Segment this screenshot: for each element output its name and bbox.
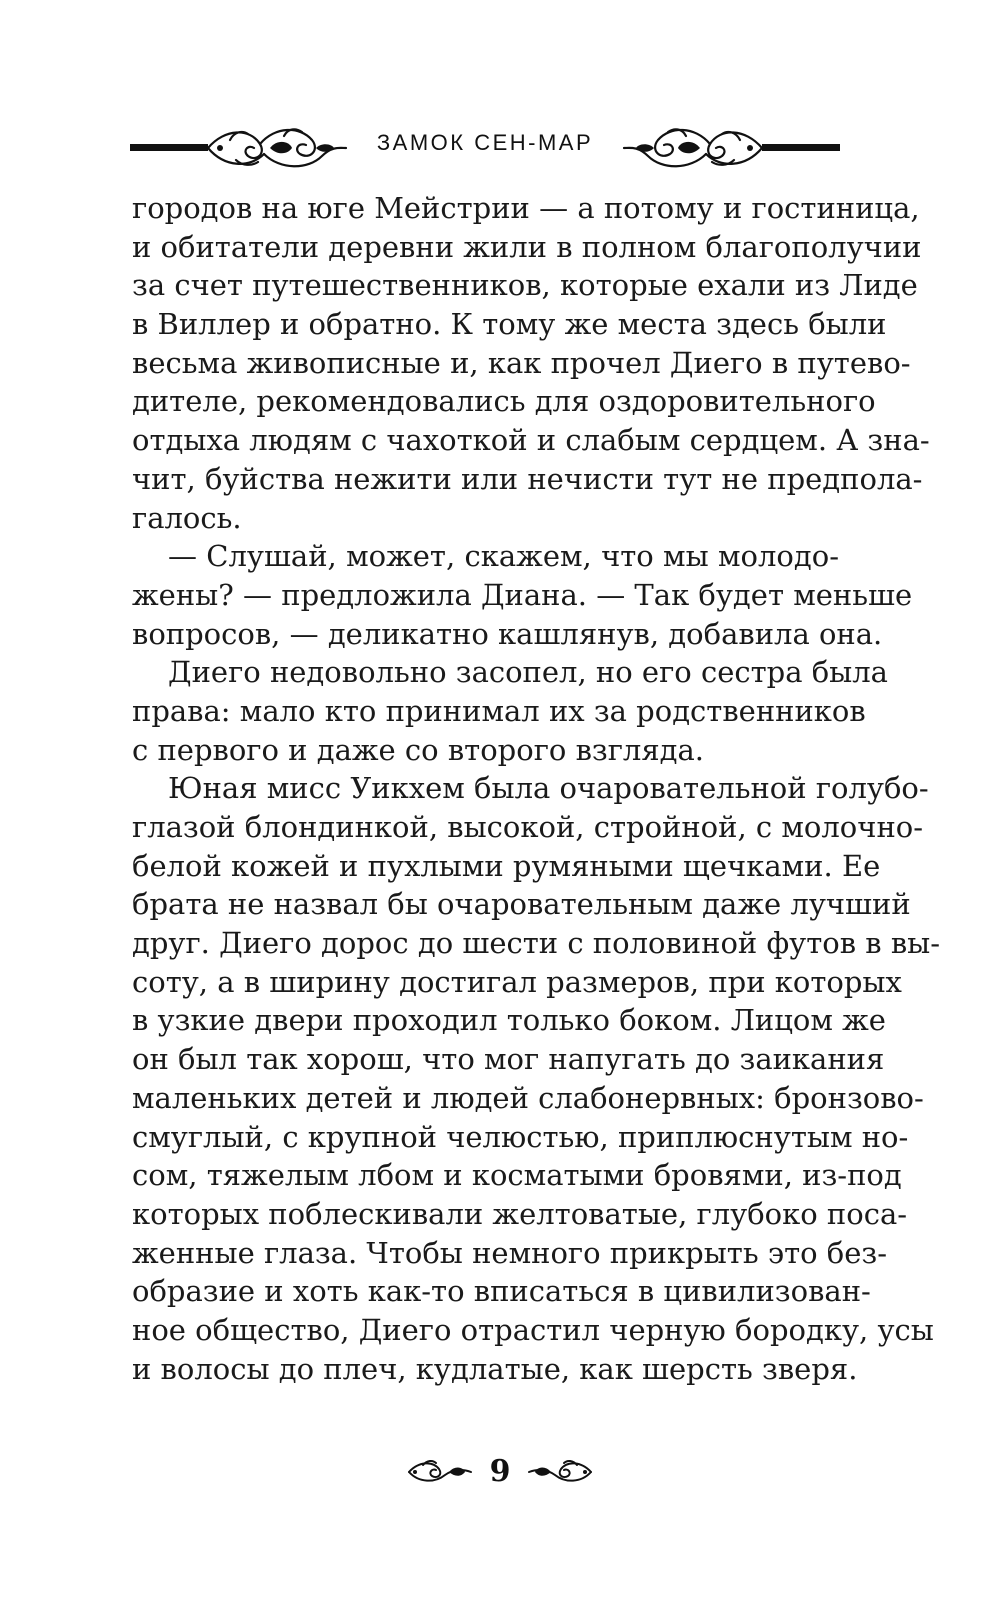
page-folio	[405, 1449, 595, 1499]
text-line: женные глаза. Чтобы немного прикрыть это без-	[132, 1235, 888, 1270]
folio-ornament-left-icon	[405, 1455, 475, 1489]
text-line: которых поблескивали желтоватые, глубоко поса-	[132, 1196, 908, 1231]
text-line: весьма живописные и, как прочел Диего в путево-	[132, 345, 911, 380]
running-header	[130, 118, 840, 178]
text-line: сом, тяжелым лбом и косматыми бровями, из-под	[132, 1158, 902, 1193]
text-line: и волосы до плеч, кудлатые, как шерсть зверя.	[132, 1351, 858, 1386]
flourish-ornament-left-icon	[200, 118, 350, 178]
text-line: в Виллер и обратно. К тому же места здесь были	[132, 307, 887, 342]
text-line: брата не назвал бы очаровательным даже лучший	[132, 887, 911, 922]
paragraph	[132, 769, 941, 1388]
text-line: дителе, рекомендовались для оздоровительного	[132, 384, 876, 419]
text-line: белой кожей и пухлыми румяными щечками. Ее	[132, 848, 881, 883]
text-line: в узкие двери проходил только боком. Лицом же	[132, 1003, 886, 1038]
header-rule-left	[130, 144, 208, 151]
text-line: отдыха людям с чахоткой и слабым сердцем. А зна-	[132, 423, 930, 458]
header-rule-right	[762, 144, 840, 151]
text-line: жены? — предложила Диана. — Так будет меньше	[132, 577, 913, 612]
text-line: — Слушай, может, скажем, что мы молодо-	[168, 539, 839, 574]
text-line: городов на юге Мейстрии — а потому и гостиница,	[132, 191, 920, 225]
text-line: друг. Диего дорос до шести с половиной футов в вы-	[132, 926, 941, 961]
text-line: маленьких детей и людей слабонервных: бронзово-	[132, 1080, 924, 1115]
paragraph	[132, 537, 913, 653]
paragraph	[132, 189, 930, 537]
running-title: ЗАМОК СЕН-МАР	[376, 130, 594, 155]
text-line: Юная мисс Уикхем была очаровательной голубо-	[168, 771, 929, 806]
folio-ornament-right-icon	[525, 1455, 595, 1489]
flourish-ornament-right-icon	[620, 118, 770, 178]
text-line: за счет путешественников, которые ехали из Лиде	[132, 268, 918, 303]
text-line: ное общество, Диего отрастил черную бородку, усы	[132, 1312, 934, 1347]
text-line: галось.	[132, 500, 242, 535]
body-text	[132, 189, 941, 1388]
text-line: глазой блондинкой, высокой, стройной, с молочно-	[132, 810, 924, 844]
text-line: и обитатели деревни жили в полном благополучии	[132, 229, 922, 264]
paragraph	[132, 653, 888, 769]
text-line: он был так хорош, что мог напугать до заикания	[132, 1042, 885, 1077]
text-line: чит, буйства нежити или нечисти тут не предпола-	[132, 461, 923, 496]
text-line: образие и хоть как-то вписаться в цивилизован-	[132, 1274, 871, 1309]
text-line: соту, а в ширину достигал размеров, при которых	[132, 964, 902, 999]
text-line: смуглый, с крупной челюстью, приплюснутым но-	[132, 1119, 909, 1154]
text-line: с первого и даже со второго взгляда.	[132, 732, 704, 767]
text-line: права: мало кто принимал их за родственников	[132, 693, 866, 728]
text-line: Диего недовольно засопел, но его сестра была	[168, 655, 888, 690]
page-number: 9	[489, 1454, 511, 1489]
text-line: вопросов, — деликатно кашлянув, добавила она.	[132, 616, 883, 651]
